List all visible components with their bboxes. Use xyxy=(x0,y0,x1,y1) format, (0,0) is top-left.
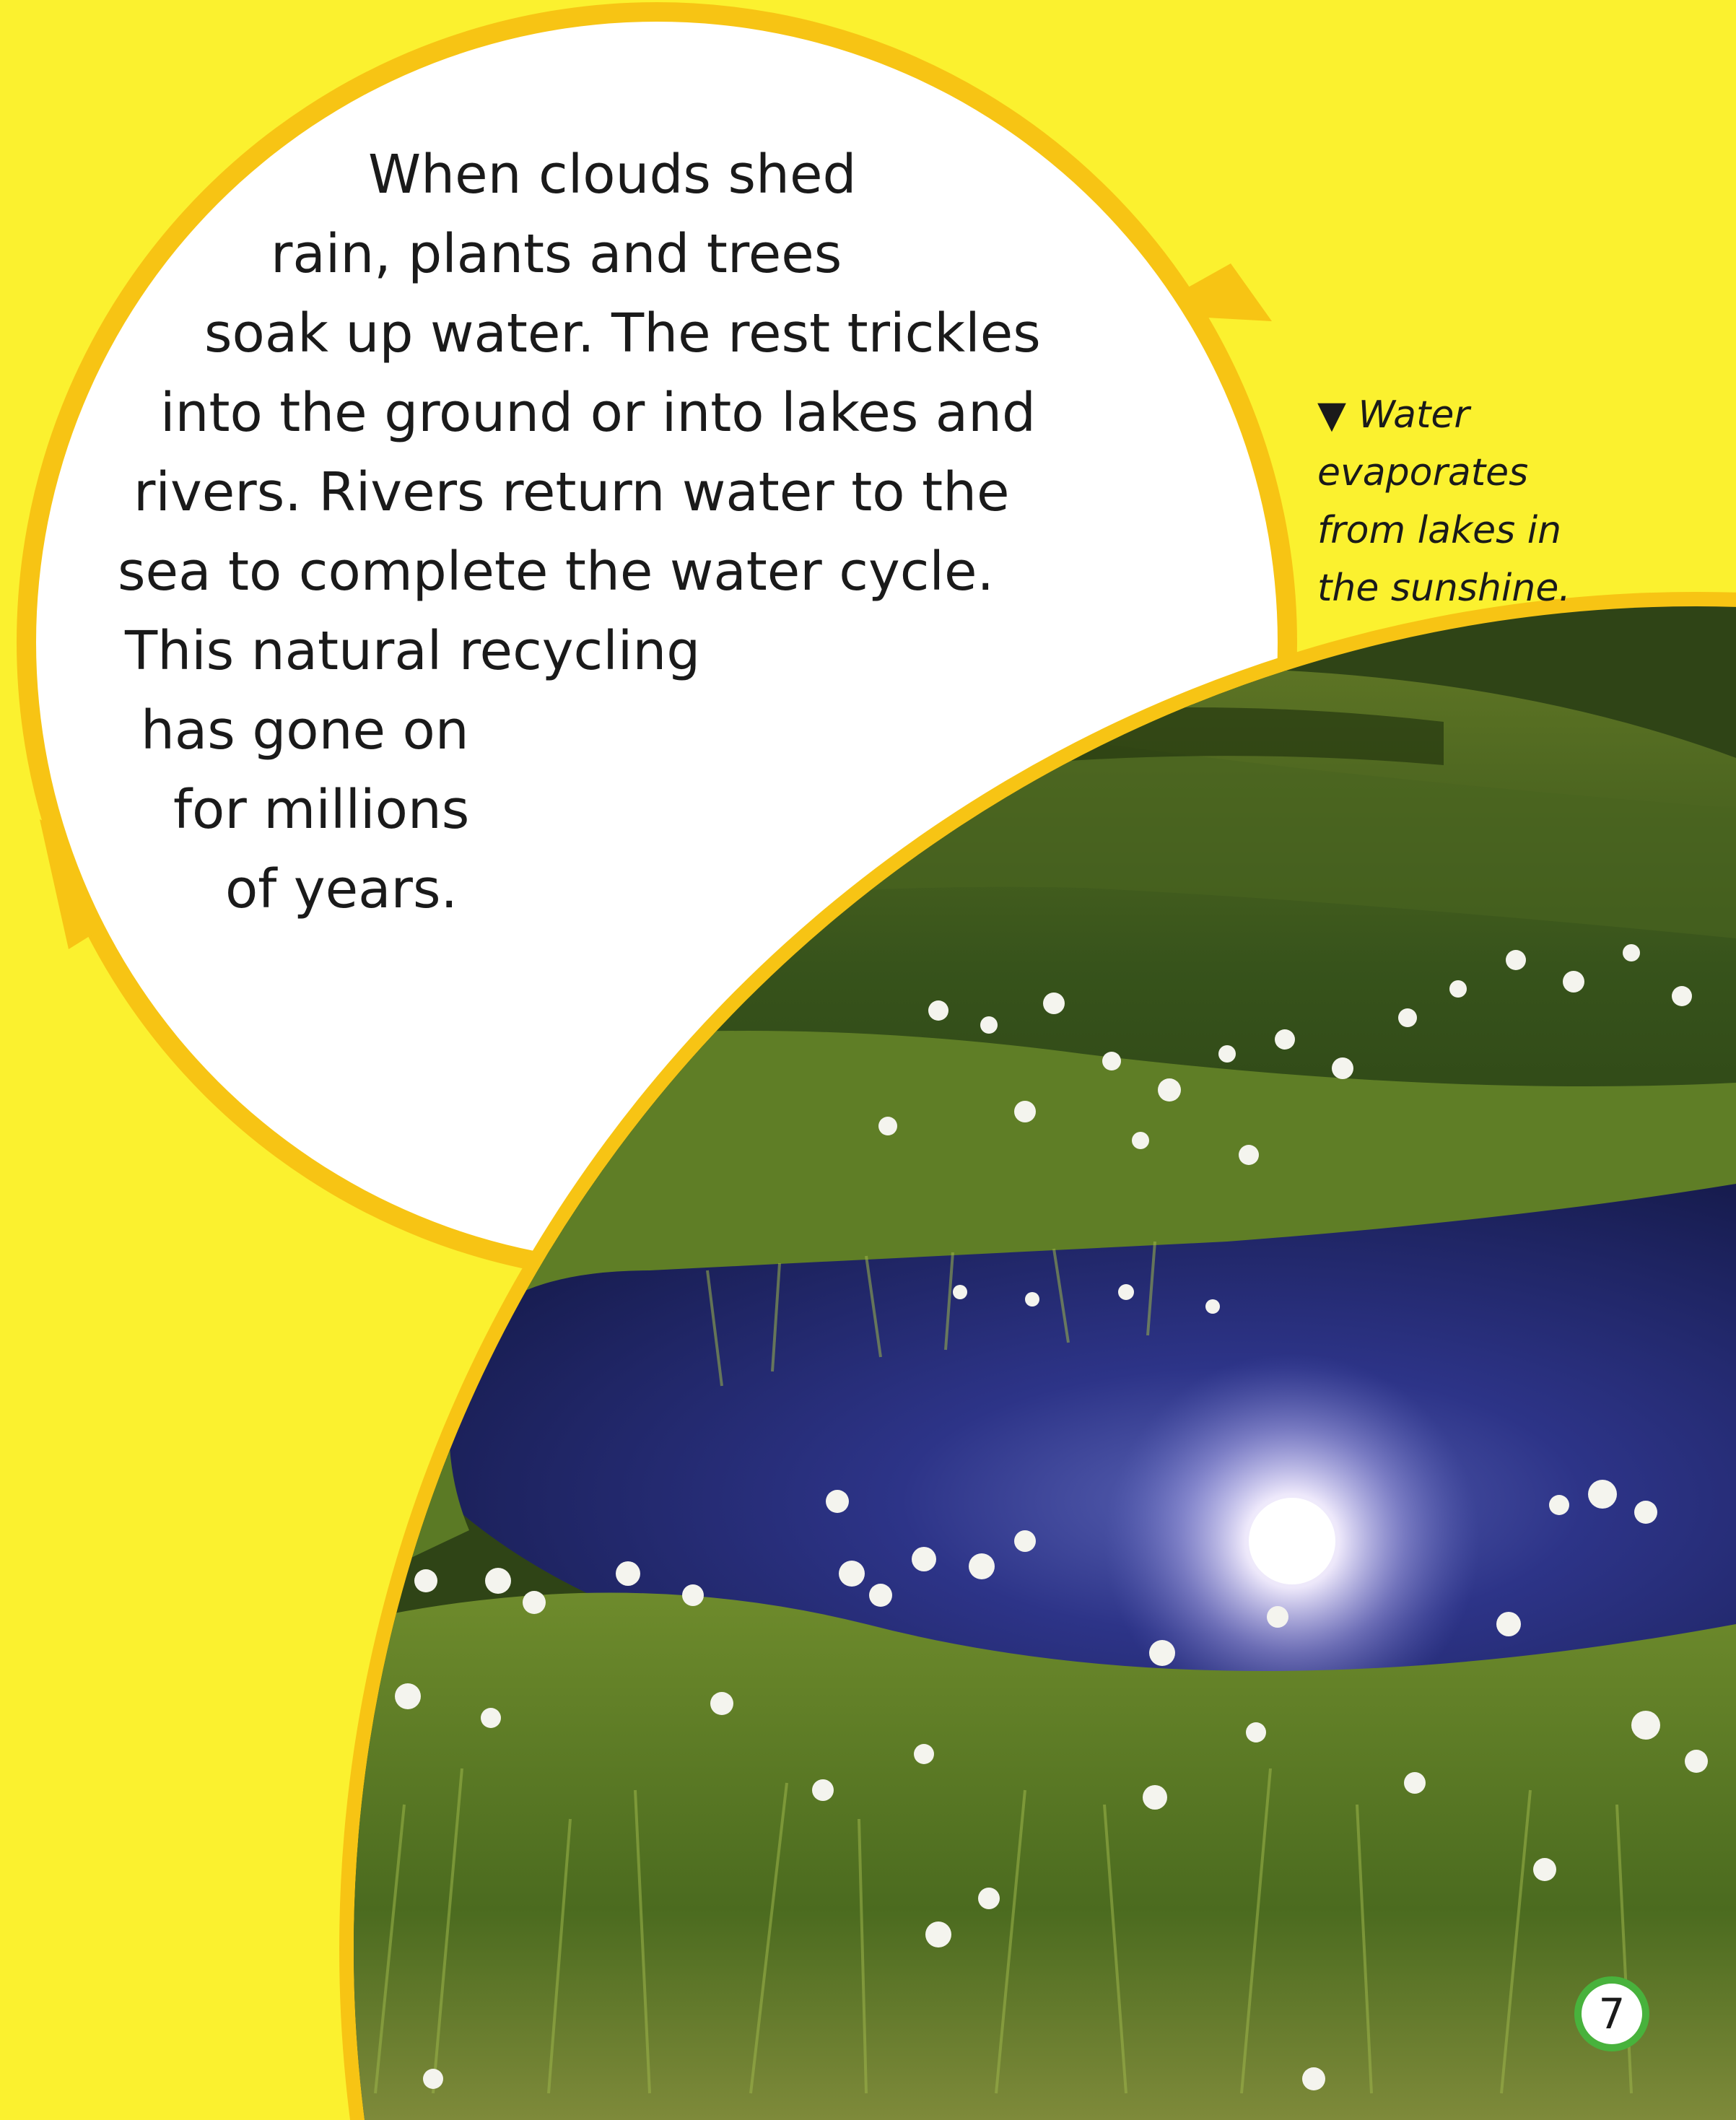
caption-line-1: ▼ Water xyxy=(1317,393,1470,437)
caption-line-3: from lakes in xyxy=(1317,509,1562,552)
caption-line-4: the sunshine. xyxy=(1317,567,1571,610)
body-line-8: has gone on xyxy=(141,699,469,762)
caption-line-2: evaporates xyxy=(1317,451,1529,494)
body-line-10: of years. xyxy=(225,858,458,920)
body-line-3: soak up water. The rest trickles xyxy=(204,302,1041,365)
body-line-1: When clouds shed xyxy=(368,144,857,206)
body-line-7: This natural recycling xyxy=(125,620,701,682)
body-line-6: sea to complete the water cycle. xyxy=(118,541,995,603)
caption-marker-icon: ▼ xyxy=(1317,393,1346,437)
body-line-5: rivers. Rivers return water to the xyxy=(134,461,1010,523)
page-number-badge: 7 xyxy=(1574,1976,1649,2051)
photo-caption xyxy=(1317,386,1571,617)
body-line-2: rain, plants and trees xyxy=(271,223,842,285)
body-line-4: into the ground or into lakes and xyxy=(160,382,1037,444)
body-line-9: for millions xyxy=(173,779,470,841)
